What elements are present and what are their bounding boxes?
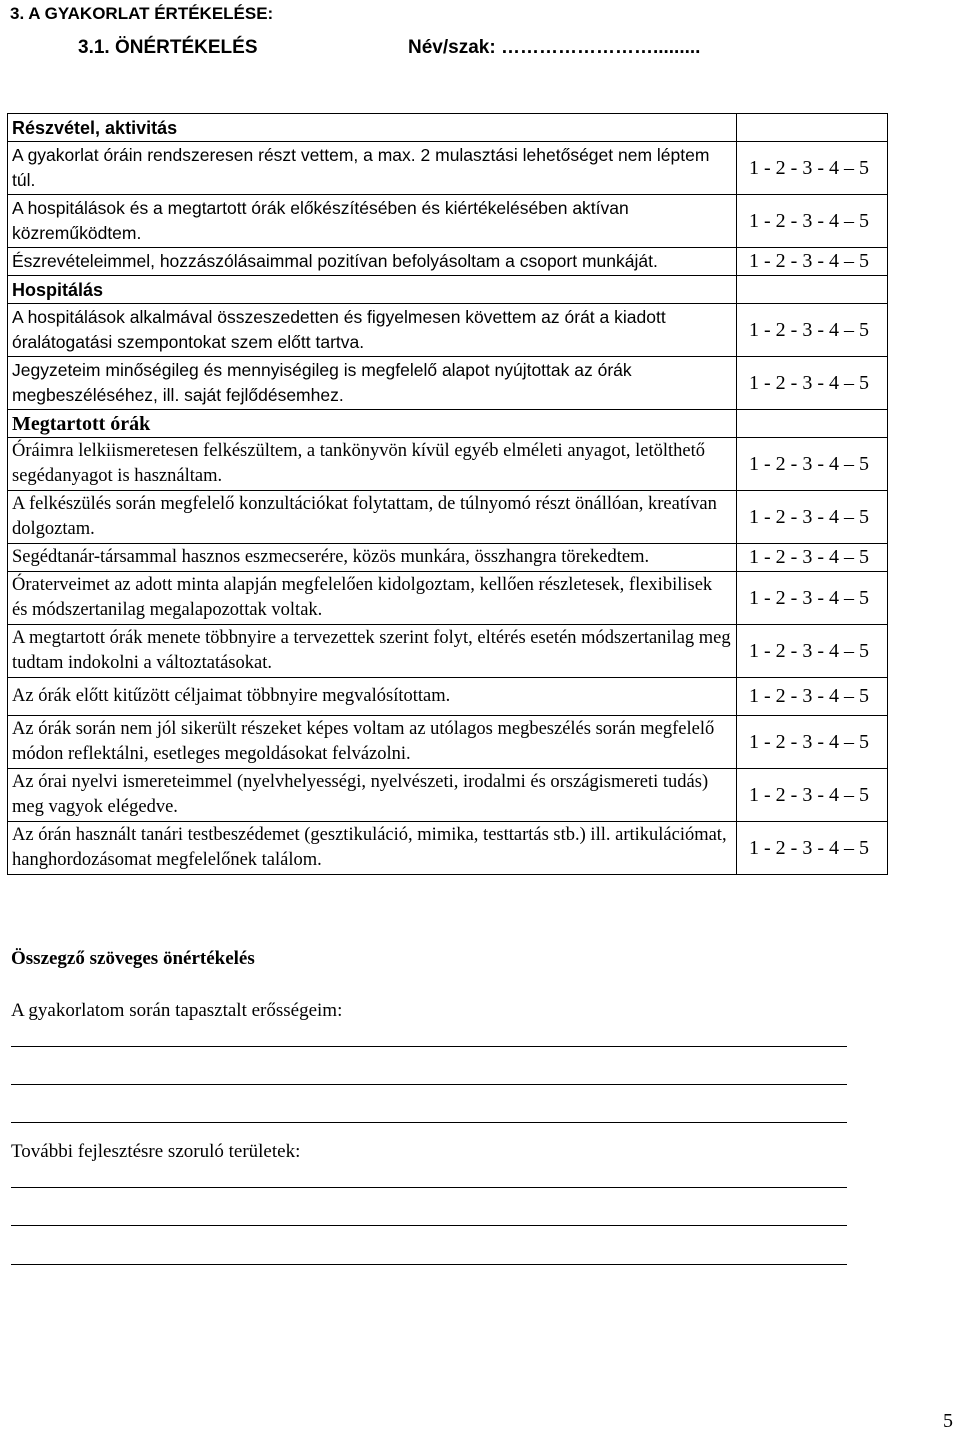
- section-row-observation: [8, 276, 888, 304]
- improvement-answer-line[interactable]: [11, 1264, 847, 1265]
- section-row-lessons-held: [8, 410, 888, 438]
- table-row: [8, 357, 888, 410]
- rating-scale: 1 - 2 - 3 - 4 – 5: [737, 438, 888, 491]
- table-row: [8, 678, 888, 716]
- self-evaluation-table: [7, 113, 888, 875]
- statement-text: Segédtanár-társammal hasznos eszmecserére, közös munkára, összhangra törekedtem.: [8, 544, 737, 572]
- table-row: [8, 248, 888, 276]
- improvement-answer-line[interactable]: [11, 1225, 847, 1226]
- section-title-lessons-held: Megtartott órák: [8, 410, 737, 438]
- rating-scale: 1 - 2 - 3 - 4 – 5: [737, 678, 888, 716]
- summary-title: Összegző szöveges önértékelés: [11, 948, 255, 969]
- improvement-answer-line[interactable]: [11, 1187, 847, 1188]
- statement-text: A gyakorlat óráin rendszeresen részt vettem, a max. 2 mulasztási lehetőséget nem léptem túl.: [8, 142, 737, 195]
- rating-scale: 1 - 2 - 3 - 4 – 5: [737, 195, 888, 248]
- table-row: [8, 304, 888, 357]
- table-row: [8, 195, 888, 248]
- statement-text: Az órán használt tanári testbeszédemet (gesztikuláció, mimika, testtartás stb.) ill. artikulációmat, hanghordozásomat megfelelőnek találom.: [8, 822, 737, 875]
- strengths-answer-line[interactable]: [11, 1046, 847, 1047]
- rating-scale: 1 - 2 - 3 - 4 – 5: [737, 142, 888, 195]
- rating-scale: 1 - 2 - 3 - 4 – 5: [737, 625, 888, 678]
- rating-scale: 1 - 2 - 3 - 4 – 5: [737, 491, 888, 544]
- strengths-answer-line[interactable]: [11, 1084, 847, 1085]
- rating-scale: 1 - 2 - 3 - 4 – 5: [737, 357, 888, 410]
- statement-text: Az órai nyelvi ismereteimmel (nyelvhelyességi, nyelvészeti, irodalmi és országismereti tudás) meg vagyok elégedve.: [8, 769, 737, 822]
- rating-scale: 1 - 2 - 3 - 4 – 5: [737, 304, 888, 357]
- rating-scale: 1 - 2 - 3 - 4 – 5: [737, 822, 888, 875]
- strengths-answer-line[interactable]: [11, 1122, 847, 1123]
- table-row: [8, 438, 888, 491]
- table-row: [8, 142, 888, 195]
- statement-text: Észrevételeimmel, hozzászólásaimmal pozitívan befolyásoltam a csoport munkáját.: [8, 248, 737, 276]
- table-row: [8, 625, 888, 678]
- statement-text: Az órák során nem jól sikerült részeket képes voltam az utólagos megbeszélés során megfelelő módon reflektálni, esetleges megoldásokat felvázolni.: [8, 716, 737, 769]
- table-row: [8, 716, 888, 769]
- improvement-label: További fejlesztésre szoruló területek:: [11, 1141, 301, 1162]
- subsection-heading: 3.1. ÖNÉRTÉKELÉS: [78, 37, 258, 58]
- section-title-observation: Hospitálás: [8, 276, 737, 304]
- empty-cell: [737, 410, 888, 438]
- table-row: [8, 572, 888, 625]
- section-heading: 3. A GYAKORLAT ÉRTÉKELÉSE:: [10, 4, 274, 23]
- statement-text: A felkészülés során megfelelő konzultációkat folytattam, de túlnyomó részt önállóan, kreatívan dolgoztam.: [8, 491, 737, 544]
- rating-scale: 1 - 2 - 3 - 4 – 5: [737, 248, 888, 276]
- name-field: Név/szak: …………………….........: [408, 37, 701, 58]
- statement-text: Jegyzeteim minőségileg és mennyiségileg is megfelelő alapot nyújtottak az órák megbeszéléséhez, ill. saját fejlődésemhez.: [8, 357, 737, 410]
- table-row: [8, 544, 888, 572]
- page-number: 5: [943, 1410, 953, 1432]
- table-row: [8, 491, 888, 544]
- empty-cell: [737, 114, 888, 142]
- statement-text: A hospitálások és a megtartott órák előkészítésében és kiértékelésében aktívan közreműködtem.: [8, 195, 737, 248]
- rating-scale: 1 - 2 - 3 - 4 – 5: [737, 716, 888, 769]
- table-row: [8, 769, 888, 822]
- rating-scale: 1 - 2 - 3 - 4 – 5: [737, 572, 888, 625]
- rating-scale: 1 - 2 - 3 - 4 – 5: [737, 769, 888, 822]
- statement-text: Az órák előtt kitűzött céljaimat többnyire megvalósítottam.: [8, 678, 737, 716]
- statement-text: Óraterveimet az adott minta alapján megfelelően kidolgoztam, kellően részletesek, flexibilisek és módszertanilag megalapozottak voltak.: [8, 572, 737, 625]
- statement-text: Óráimra lelkiismeretesen felkészültem, a tankönyvön kívül egyéb elméleti anyagot, letölthető segédanyagot is használtam.: [8, 438, 737, 491]
- strengths-label: A gyakorlatom során tapasztalt erősségeim:: [11, 1000, 343, 1021]
- statement-text: A hospitálások alkalmával összeszedetten és figyelmesen követtem az órát a kiadott óralátogatási szempontokat szem előtt tartva.: [8, 304, 737, 357]
- rating-scale: 1 - 2 - 3 - 4 – 5: [737, 544, 888, 572]
- section-title-participation: Részvétel, aktivitás: [8, 114, 737, 142]
- empty-cell: [737, 276, 888, 304]
- table-row: [8, 822, 888, 875]
- statement-text: A megtartott órák menete többnyire a tervezettek szerint folyt, eltérés esetén módszertanilag meg tudtam indokolni a változtatásokat.: [8, 625, 737, 678]
- section-row-participation: [8, 114, 888, 142]
